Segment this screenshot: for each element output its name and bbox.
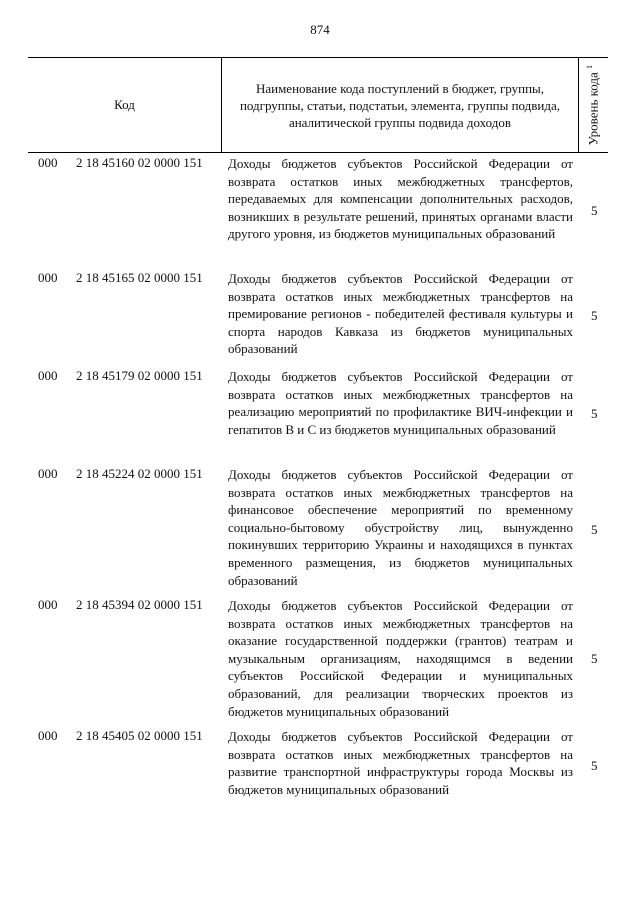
- code-level: 5: [591, 522, 598, 537]
- table-header: [28, 57, 608, 153]
- header-level-label: [585, 65, 601, 145]
- class-code: 000: [38, 155, 58, 170]
- header-name: Наименование кода поступлений в бюджет, группы, подгруппы, статьи, подстатьи, элемента, группы подвида, аналитической группы подвида доходов: [239, 80, 561, 130]
- header-level: [579, 58, 608, 152]
- revenue-code: 2 18 45405 02 0000 151: [76, 728, 203, 743]
- header-level-text: Уровень кода: [585, 72, 601, 146]
- header-level-footnote: 1: [585, 64, 595, 69]
- revenue-name: Доходы бюджетов субъектов Российской Федерации от возврата остатков иных межбюджетных трансфертов, передаваемых для компенсации дополнительных расходов, возникших в результате решений, принятых органами власти другого уровня, из бюджетов муниципальных образований: [228, 156, 573, 242]
- revenue-name: Доходы бюджетов субъектов Российской Федерации от возврата остатков иных межбюджетных трансфертов на развитие транспортной инфраструктуры города Москвы из бюджетов муниципальных образований: [228, 729, 573, 797]
- code-level: 5: [591, 406, 598, 421]
- revenue-name: Доходы бюджетов субъектов Российской Федерации от возврата остатков иных межбюджетных трансфертов на премирование регионов - победителей фестиваля культуры и спорта народов Кавказа из бюджетов муниципальных образований: [228, 271, 573, 357]
- revenue-code: 2 18 45394 02 0000 151: [76, 597, 203, 612]
- column-divider: [221, 58, 222, 152]
- code-level: 5: [591, 651, 598, 666]
- revenue-name: Доходы бюджетов субъектов Российской Федерации от возврата остатков иных межбюджетных трансфертов на оказание государственной поддержки (грантов) театрам и музыкальным организациям, находящимся в ведении субъектов Российской Федерации и муниципальных образований, для реализации творческих проектов из бюджетов муниципальных образований: [228, 598, 573, 719]
- class-code: 000: [38, 597, 58, 612]
- class-code: 000: [38, 368, 58, 383]
- revenue-name: Доходы бюджетов субъектов Российской Федерации от возврата остатков иных межбюджетных трансфертов на финансовое обеспечение мероприятий по временному социально-бытовому обустройству лиц, вынужденно покинувших территорию Украины и находящихся в пунктах временного размещения, из бюджетов муниципальных образований: [228, 467, 573, 588]
- revenue-code: 2 18 45160 02 0000 151: [76, 155, 203, 170]
- code-level: 5: [591, 203, 598, 218]
- revenue-code: 2 18 45165 02 0000 151: [76, 270, 203, 285]
- class-code: 000: [38, 728, 58, 743]
- class-code: 000: [38, 270, 58, 285]
- revenue-code: 2 18 45179 02 0000 151: [76, 368, 203, 383]
- revenue-code: 2 18 45224 02 0000 151: [76, 466, 203, 481]
- code-level: 5: [591, 758, 598, 773]
- class-code: 000: [38, 466, 58, 481]
- page-number: 874: [310, 22, 330, 37]
- code-level: 5: [591, 308, 598, 323]
- header-code: Код: [114, 97, 135, 112]
- revenue-name: Доходы бюджетов субъектов Российской Федерации от возврата остатков иных межбюджетных трансфертов на реализацию мероприятий по профилактике ВИЧ-инфекции и гепатитов В и С из бюджетов муниципальных образований: [228, 369, 573, 437]
